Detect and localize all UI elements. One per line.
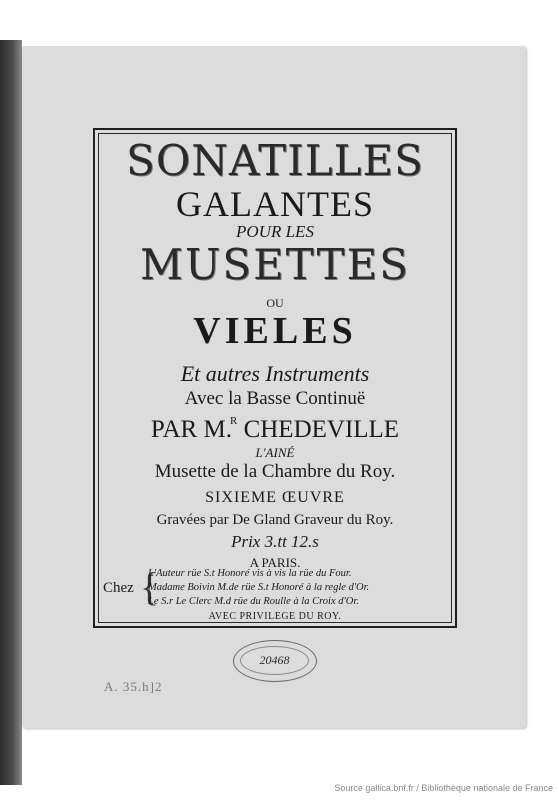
chez-label: Chez	[103, 580, 134, 596]
place-paris: A PARIS.	[249, 555, 301, 570]
title-sonatilles: SONATILLES	[126, 136, 424, 185]
opus-number: SIXIEME ŒUVRE	[205, 489, 345, 506]
title-ou: OU	[266, 296, 284, 310]
shelfmark: A. 35.h]2	[104, 679, 163, 694]
composer-prefix: PAR M.	[150, 416, 232, 443]
composer-title: Musette de la Chambre du Roy.	[154, 461, 396, 482]
source-credit: Source gallica.bnf.fr / Bibliothèque nationale de France	[334, 783, 553, 793]
address-line: Le S.r Le Clerc M.d rüe du Roulle à la Croix d'Or.	[148, 596, 359, 607]
composer-prefix-superscript: R	[229, 415, 238, 427]
subtitle-instruments: Et autres Instruments	[180, 361, 370, 386]
composer-name: CHEDEVILLE	[243, 416, 400, 443]
title-vieles: VIELES	[193, 310, 357, 352]
address-brace: {	[140, 564, 160, 609]
library-stamp	[233, 640, 317, 682]
address-line: Madame Boivin M.de rüe S.t Honoré à la regle d'Or.	[148, 582, 370, 593]
stamp-number: 20468	[259, 653, 290, 667]
title-galantes: GALANTES	[176, 184, 374, 224]
title-pour-les: POUR LES	[236, 222, 314, 241]
composer-line	[98, 417, 452, 442]
composer-aine: L'AINÉ	[255, 445, 295, 460]
price-line: Prix 3.tt 12.s	[231, 532, 319, 551]
title-musettes: MUSETTES	[139, 240, 411, 289]
privilege-line: AVEC PRIVILEGE DU ROY.	[208, 611, 342, 622]
engraver-line: Gravées par De Gland Graveur du Roy.	[156, 512, 394, 528]
subtitle-basse-continue: Avec la Basse Continuë	[184, 388, 366, 409]
address-line: L'Auteur rüe S.t Honoré vis à vis la rüe du Four.	[148, 568, 352, 579]
binding-edge	[0, 40, 22, 785]
